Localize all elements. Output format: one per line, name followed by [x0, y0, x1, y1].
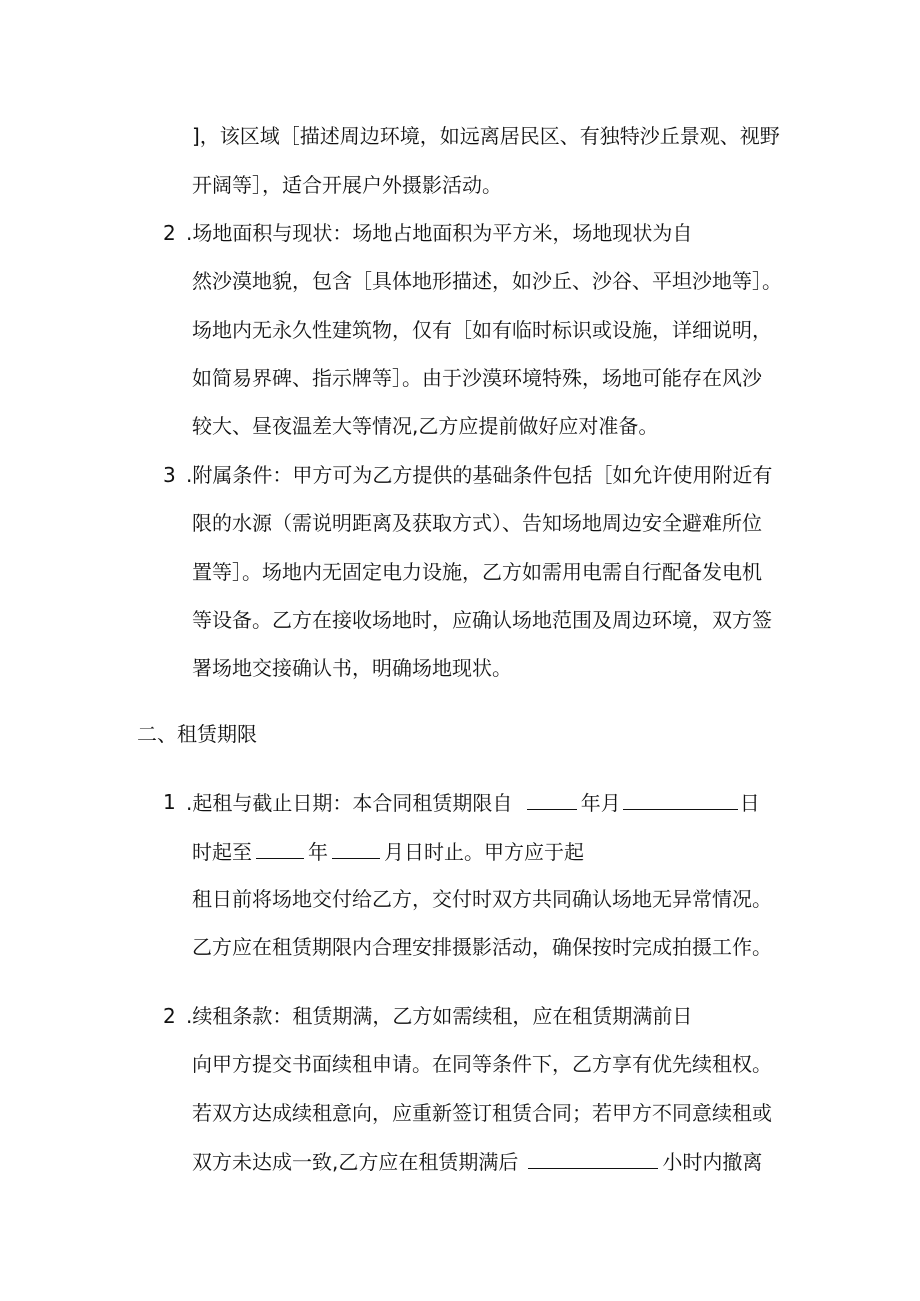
term1-line-1 [186, 789, 760, 816]
item2-line-1: .场地面积与现状：场地占地面积为平方米，场地现状为自 [186, 221, 693, 245]
term1-line-2 [192, 838, 584, 865]
term2-line4-text-b: 小时内撤离 [662, 1150, 763, 1174]
item2-line-5: 较大、昼夜温差大等情况,乙方应提前做好应对准备。 [192, 414, 659, 438]
term1-line1-text-c: 日 [739, 791, 760, 815]
item3-line-4: 等设备。乙方在接收场地时，应确认场地范围及周边环境，双方签 [192, 608, 772, 632]
term2-line4-text-a: 双方未达成一致,乙方应在租赁期满后 [192, 1150, 519, 1174]
blank-start-year [527, 789, 577, 810]
item3-line-1: .附属条件：甲方可为乙方提供的基础条件包括［如允许使用附近有 [186, 463, 773, 487]
term1-line2-text-b: 年 [308, 840, 328, 864]
item3-line-2: 限的水源（需说明距离及获取方式）、告知场地周边安全避难所位 [192, 511, 762, 535]
item2-number: 2 [163, 221, 176, 245]
term1-line1-text-b: 年月 [580, 791, 621, 815]
blank-start-day [623, 789, 738, 810]
term2-line-2: 向甲方提交书面续租申请。在同等条件下，乙方享有优先续租权。 [192, 1052, 772, 1076]
item2-line-2: 然沙漠地貌，包含［具体地形描述，如沙丘、沙谷、平坦沙地等］。 [192, 269, 782, 293]
term2-line-1: .续租条款：租赁期满，乙方如需续租，应在租赁期满前日 [186, 1004, 693, 1028]
term1-number: 1 [163, 790, 176, 814]
term1-line-3: 租日前将场地交付给乙方，交付时双方共同确认场地无异常情况。 [192, 887, 772, 911]
term2-line-3: 若双方达成续租意向，应重新签订租赁合同；若甲方不同意续租或 [192, 1101, 772, 1125]
item1-tail-line-2: 开阔等］，适合开展户外摄影活动。 [192, 173, 502, 197]
term1-line2-text-a: 时起至 [192, 840, 252, 864]
item3-line-3: 置等］。场地内无固定电力设施，乙方如需用电需自行配备发电机 [192, 560, 762, 584]
item3-number: 3 [163, 463, 176, 487]
blank-hours [528, 1148, 658, 1169]
item2-line-4: 如简易界碑、指示牌等］。由于沙漠环境特殊，场地可能存在风沙 [192, 366, 762, 390]
term1-line-4: 乙方应在租赁期限内合理安排摄影活动，确保按时完成拍摄工作。 [192, 935, 772, 959]
term1-line1-text-a: .起租与截止日期：本合同租赁期限自 [186, 791, 513, 815]
term2-line-4 [192, 1148, 762, 1175]
item1-tail-line-1: ]，该区域［描述周边环境，如远离居民区、有独特沙丘景观、视野 [192, 124, 780, 148]
section-heading-lease-term: 二、租赁期限 [137, 722, 257, 746]
blank-end-month [332, 838, 380, 859]
term1-line2-text-c: 月日时止。甲方应于起 [384, 840, 584, 864]
item3-line-5: 署场地交接确认书，明确场地现状。 [192, 656, 512, 680]
term2-number: 2 [163, 1004, 176, 1028]
item2-line-3: 场地内无永久性建筑物，仅有［如有临时标识或设施，详细说明， [192, 318, 772, 342]
blank-end-year [256, 838, 304, 859]
